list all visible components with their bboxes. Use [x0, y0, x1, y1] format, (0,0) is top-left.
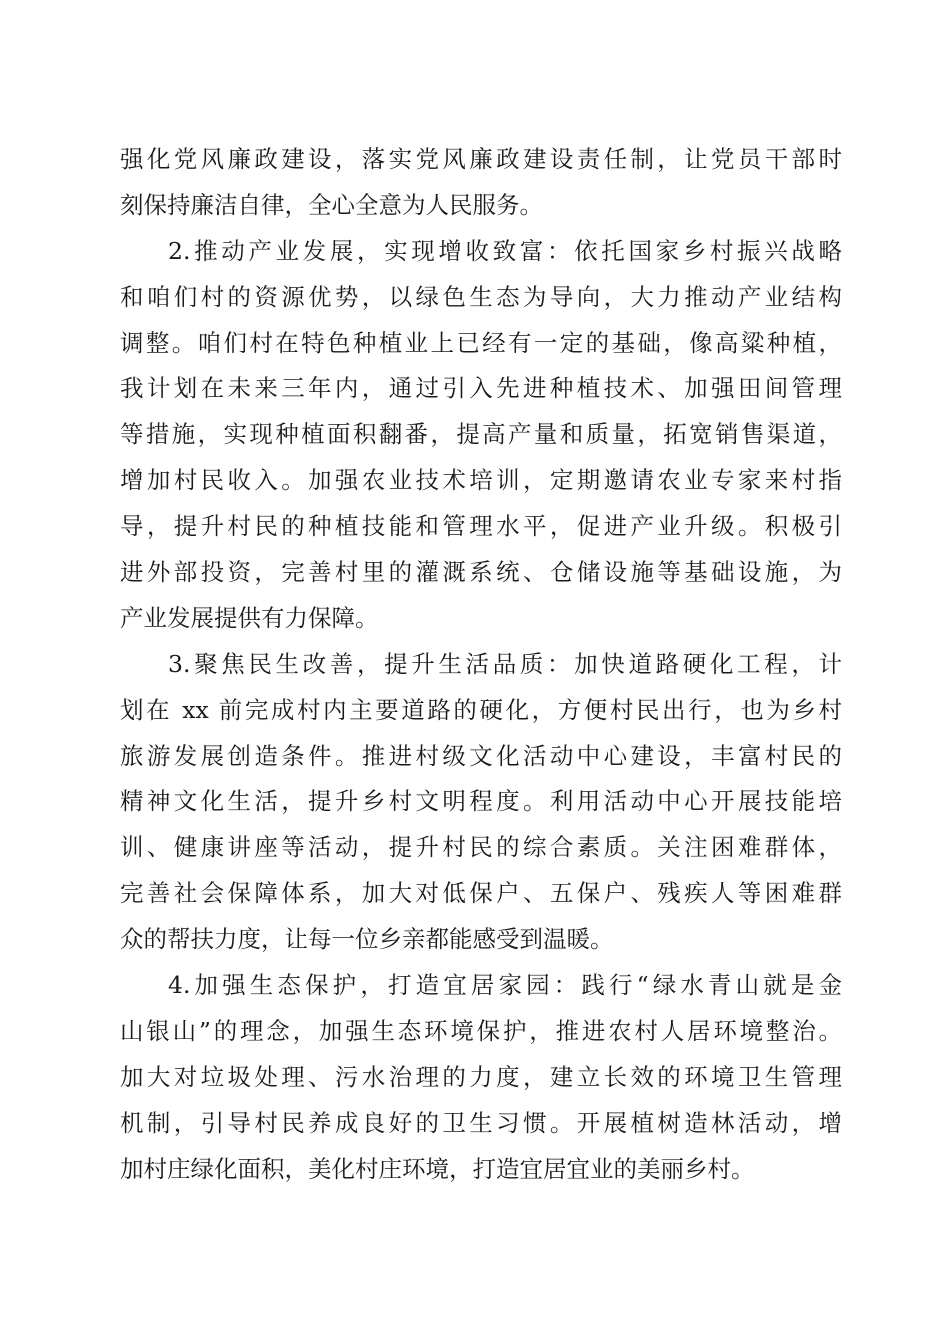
paragraph-industry-development: [120, 229, 842, 642]
text-line: 刻保持廉洁自律，全心全意为人民服务。: [120, 190, 543, 219]
text-line: 和咱们村的资源优势，以绿色生态为导向，大力推动产业结构: [120, 282, 842, 311]
paragraph-ecology: [120, 963, 842, 1192]
text-line: 产业发展提供有力保障。: [120, 603, 379, 632]
text-line: 调整。咱们村在特色种植业上已经有一定的基础，像高粱种植，: [120, 328, 842, 357]
text-line: 3.聚焦民生改善，提升生活品质：加快道路硬化工程，计: [168, 649, 842, 678]
text-line: 完善社会保障体系，加大对低保户、五保户、残疾人等困难群: [120, 879, 842, 908]
text-line: 我计划在未来三年内，通过引入先进种植技术、加强田间管理: [120, 374, 842, 403]
text-line: 等措施，实现种植面积翻番，提高产量和质量，拓宽销售渠道，: [120, 420, 842, 449]
paragraph-livelihood: [120, 642, 842, 963]
text-line: 旅游发展创造条件。推进村级文化活动中心建设，丰富村民的: [120, 741, 842, 770]
text-line: 增加村民收入。加强农业技术培训，定期邀请农业专家来村指: [120, 466, 842, 495]
text-line: 4.加强生态保护，打造宜居家园：践行“绿水青山就是金: [168, 971, 842, 1000]
text-line: 精神文化生活，提升乡村文明程度。利用活动中心开展技能培: [120, 787, 842, 816]
text-line: 划在 xx 前完成村内主要道路的硬化，方便村民出行，也为乡村: [120, 695, 842, 724]
text-line: 训、健康讲座等活动，提升村民的综合素质。关注困难群体，: [120, 833, 842, 862]
document-body: [120, 137, 842, 1192]
text-line: 众的帮扶力度，让每一位乡亲都能感受到温暖。: [120, 925, 614, 954]
text-line: 加大对垃圾处理、污水治理的力度，建立长效的环境卫生管理: [120, 1062, 842, 1091]
text-line: 机制，引导村民养成良好的卫生习惯。开展植树造林活动，增: [120, 1108, 842, 1137]
paragraph-party-conduct: [120, 137, 842, 229]
text-line: 加村庄绿化面积，美化村庄环境，打造宜居宜业的美丽乡村。: [120, 1154, 755, 1183]
text-line: 山银山”的理念，加强生态环境保护，推进农村人居环境整治。: [120, 1016, 842, 1045]
text-line: 导，提升村民的种植技能和管理水平，促进产业升级。积极引: [120, 512, 842, 541]
text-line: 2.推动产业发展，实现增收致富：依托国家乡村振兴战略: [168, 236, 842, 265]
text-line: 进外部投资，完善村里的灌溉系统、仓储设施等基础设施，为: [120, 558, 842, 587]
text-line: 强化党风廉政建设，落实党风廉政建设责任制，让党员干部时: [120, 145, 842, 173]
